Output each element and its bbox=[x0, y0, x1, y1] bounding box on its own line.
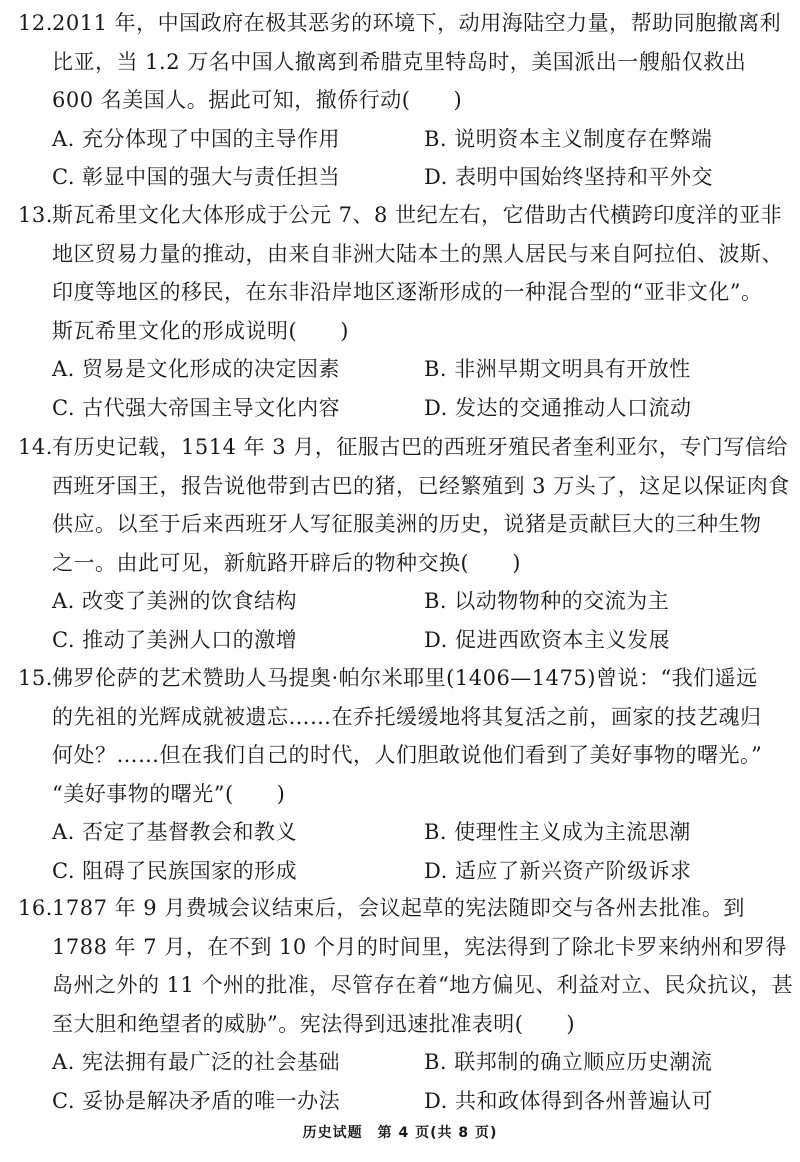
option-b[interactable]: B. 非洲早期文明具有开放性 bbox=[424, 357, 691, 381]
option-b[interactable]: B. 说明资本主义制度存在弊端 bbox=[424, 126, 713, 151]
option-c[interactable]: C. 妥协是解决矛盾的唯一办法 bbox=[52, 1088, 341, 1113]
question-number: 14. bbox=[18, 435, 53, 459]
options bbox=[18, 582, 793, 659]
stem-line: 佛罗伦萨的艺术赞助人马提奥·帕尔米耶里(1406—1475)曾说：“我们遥远 bbox=[52, 666, 758, 690]
option-d[interactable]: D. 促进西欧资本主义发展 bbox=[424, 627, 670, 652]
question-stem bbox=[18, 428, 793, 582]
stem-line: 至大胆和绝望者的威胁”。宪法得到迅速批准表明( ) bbox=[52, 1011, 576, 1036]
option-c[interactable]: C. 推动了美洲人口的激增 bbox=[52, 627, 298, 652]
question-stem bbox=[18, 659, 793, 813]
stem-line: 何处？……但在我们自己的时代，人们胆敢说他们看到了美好事物的曙光。” bbox=[52, 743, 763, 767]
options bbox=[18, 120, 793, 197]
stem-line: 有历史记载，1514 年 3 月，征服古巴的西班牙殖民者奎利亚尔，专门写信给 bbox=[52, 435, 788, 459]
stem-line: 供应。以至于后来西班牙人写征服美洲的历史，说猪是贡献巨大的三种生物 bbox=[52, 512, 762, 536]
stem-line: 1788 年 7 月，在不到 10 个月的时间里，宪法得到了除北卡罗来纳州和罗得 bbox=[52, 934, 787, 959]
option-a[interactable]: A. 充分体现了中国的主导作用 bbox=[52, 126, 341, 151]
stem-line: 斯瓦希里文化大体形成于公元 7、8 世纪左右，它借助古代横跨印度洋的亚非 bbox=[52, 203, 783, 227]
stem-line: 之一。由此可见，新航路开辟后的物种交换( ) bbox=[52, 550, 521, 575]
option-b[interactable]: B. 以动物物种的交流为主 bbox=[424, 589, 670, 613]
stem-line: 印度等地区的移民，在东非沿岸地区逐渐形成的一种混合型的“亚非文化”。 bbox=[52, 280, 763, 304]
question-number: 12. bbox=[18, 11, 53, 35]
question-number: 16. bbox=[18, 896, 53, 920]
options bbox=[18, 813, 793, 890]
question-stem bbox=[18, 196, 793, 350]
stem-line: 1787 年 9 月费城会议结束后，会议起草的宪法随即交与各州去批准。到 bbox=[52, 896, 745, 920]
option-d[interactable]: D. 适应了新兴资产阶级诉求 bbox=[424, 858, 692, 883]
option-a[interactable]: A. 贸易是文化形成的决定因素 bbox=[52, 357, 341, 381]
question-number: 13. bbox=[18, 203, 53, 227]
options bbox=[18, 350, 793, 427]
option-b[interactable]: B. 使理性主义成为主流思潮 bbox=[424, 820, 691, 844]
stem-line: 西班牙国王，报告说他带到古巴的猪，已经繁殖到 3 万头了，这足以保证肉食 bbox=[52, 473, 790, 498]
stem-line: 比亚，当 1.2 万名中国人撤离到希腊克里特岛时，美国派出一艘船仅救出 bbox=[52, 49, 747, 74]
option-c[interactable]: C. 古代强大帝国主导文化内容 bbox=[52, 395, 341, 420]
question-16 bbox=[18, 889, 793, 1120]
stem-line: 的先祖的光辉成就被遗忘……在乔托缓缓地将其复活之前，画家的技艺魂归 bbox=[52, 704, 762, 729]
option-a[interactable]: A. 改变了美洲的饮食结构 bbox=[52, 589, 298, 613]
options bbox=[18, 1043, 793, 1120]
stem-line: 地区贸易力量的推动，由来自非洲大陆本土的黑人居民与来自阿拉伯、波斯、 bbox=[52, 241, 783, 266]
option-b[interactable]: B. 联邦制的确立顺应历史潮流 bbox=[424, 1050, 713, 1074]
question-14 bbox=[18, 428, 793, 659]
stem-line: 斯瓦希里文化的形成说明( ) bbox=[52, 318, 349, 343]
stem-line: “美好事物的曙光”( ) bbox=[52, 781, 286, 806]
question-13 bbox=[18, 196, 793, 427]
question-15 bbox=[18, 659, 793, 890]
question-12 bbox=[18, 4, 793, 197]
option-c[interactable]: C. 彰显中国的强大与责任担当 bbox=[52, 165, 341, 189]
option-a[interactable]: A. 宪法拥有最广泛的社会基础 bbox=[52, 1050, 341, 1074]
question-number: 15. bbox=[18, 666, 53, 690]
stem-line: 2011 年，中国政府在极其恶劣的环境下，动用海陆空力量，帮助同胞撤离利 bbox=[52, 11, 782, 35]
option-c[interactable]: C. 阻碍了民族国家的形成 bbox=[52, 858, 298, 883]
question-stem bbox=[18, 889, 793, 1043]
option-a[interactable]: A. 否定了基督教会和教义 bbox=[52, 820, 298, 844]
option-d[interactable]: D. 表明中国始终坚持和平外交 bbox=[424, 165, 713, 189]
stem-line: 600 名美国人。据此可知，撤侨行动( ) bbox=[52, 88, 463, 112]
stem-line: 岛州之外的 11 个州的批准，尽管存在着“地方偏见、利益对立、民众抗议，甚 bbox=[52, 973, 794, 997]
option-d[interactable]: D. 发达的交通推动人口流动 bbox=[424, 395, 692, 420]
page-footer: 历史试题 第 4 页(共 8 页) bbox=[302, 1125, 498, 1141]
option-d[interactable]: D. 共和政体得到各州普遍认可 bbox=[424, 1088, 713, 1113]
question-stem bbox=[18, 4, 793, 120]
